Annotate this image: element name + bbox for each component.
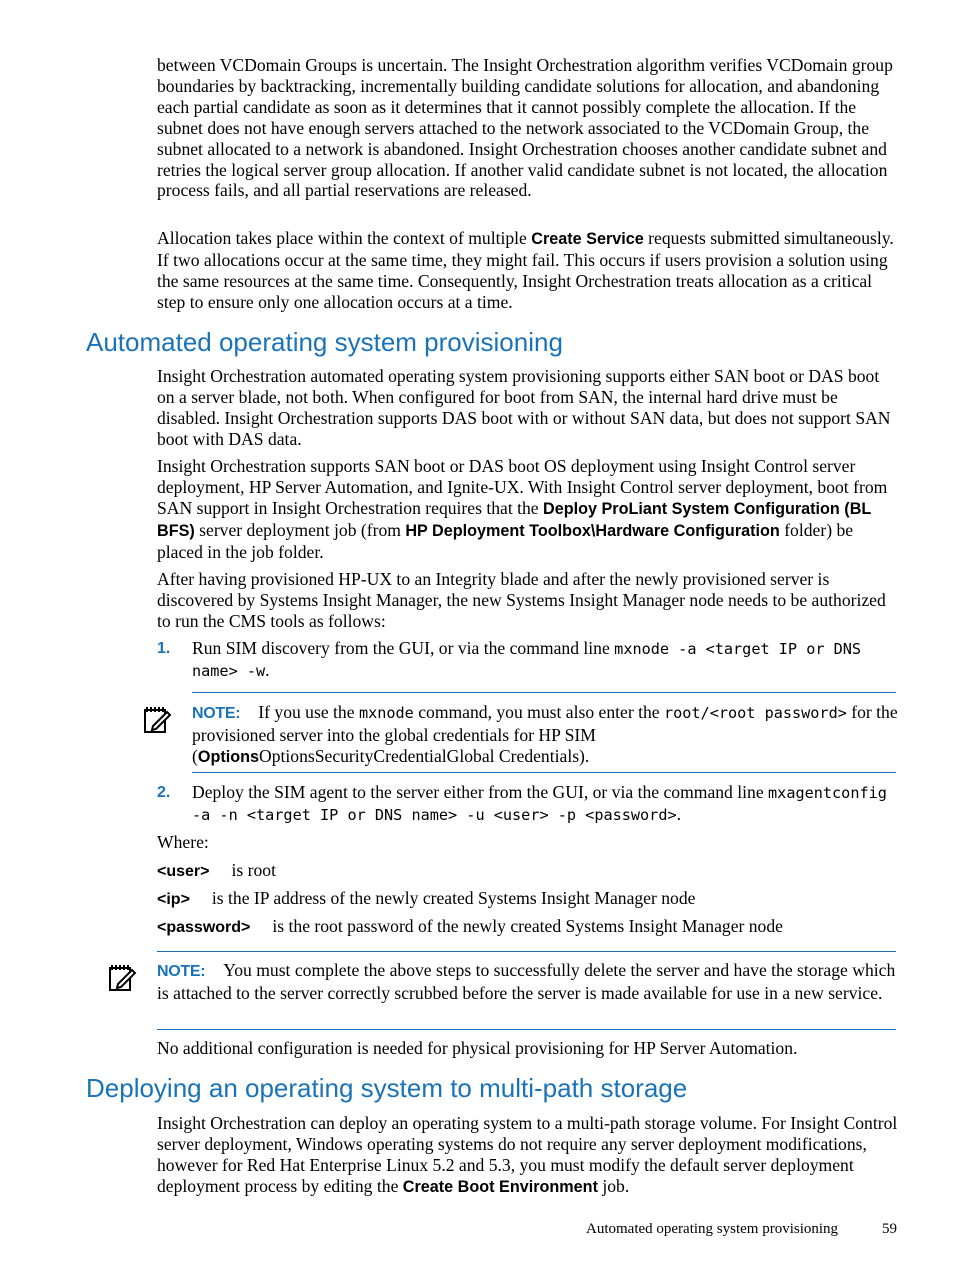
command-code: mxnode: [358, 704, 414, 722]
text-run: folder) be placed in the job folder.: [157, 519, 854, 562]
section-heading-automated-provisioning: Automated operating system provisioning: [86, 327, 563, 357]
definition-description: is the IP address of the newly created Systems Insight Manager node: [211, 888, 696, 908]
note-label: NOTE:: [192, 705, 241, 722]
definition-description: is root: [231, 860, 276, 880]
note-bottom-rule: [157, 1029, 896, 1030]
text-run: Run SIM discovery from the GUI, or via the command line: [192, 638, 615, 658]
deployment-paragraph: [157, 456, 899, 563]
definition-password: [157, 916, 899, 939]
toolbox-path-label: HP Deployment Toolbox\Hardware Configuration: [405, 521, 780, 540]
command-code: mxnode -a <target IP or DNS name> -w: [192, 640, 862, 680]
text-run: for the provisioned server into the global credentials for HP SIM (: [192, 702, 898, 766]
command-code: mxagentconfig -a -n <target IP or DNS name> -u <user> -p <password>: [192, 784, 887, 824]
definition-term: <user>: [157, 863, 210, 880]
step-1: [192, 638, 899, 682]
definition-user: [157, 860, 899, 883]
note-2: [157, 960, 899, 1004]
hpux-paragraph: After having provisioned HP-UX to an Integrity blade and after the newly provisioned server is discovered by Systems Insight Manager, the new Systems Insight Manager node needs to be authorized to run the CMS tools as follows:: [157, 569, 886, 631]
text-run: If you use the: [258, 702, 359, 722]
text-run: .: [265, 659, 270, 680]
create-service-label: Create Service: [531, 230, 644, 248]
text-run: command, you must also enter the: [413, 702, 664, 722]
credentials-code: root/<root password>: [663, 704, 847, 722]
where-label: Where:: [157, 832, 209, 852]
text-run: OptionsSecurityCredentialGlobal Credentials).: [259, 745, 590, 766]
note-icon: [143, 705, 173, 735]
step-2: [192, 782, 899, 826]
multipath-paragraph: [157, 1113, 899, 1198]
text-run: .: [676, 803, 682, 824]
note-1: [192, 702, 899, 768]
definition-ip: [157, 888, 899, 911]
step-number: 2.: [157, 784, 171, 801]
options-label: Options: [197, 747, 260, 766]
text-run: server deployment job (from: [194, 519, 406, 540]
text-run: job.: [597, 1175, 630, 1196]
page-number: 59: [882, 1221, 897, 1237]
definition-term: <password>: [157, 919, 251, 936]
text-run: Deploy the SIM agent to the server either from the GUI, or via the command line: [192, 782, 769, 802]
note-icon: [108, 963, 138, 993]
note-bottom-rule: [192, 772, 896, 773]
allocation-paragraph: [157, 228, 899, 313]
text-run: Insight Orchestration supports SAN boot or DAS boot OS deployment using Insight Control server deployment, HP Server Automation, and Ignite-UX. With Insight Control server deployment, boot from SAN support in Insight Orchestration requires that the: [157, 456, 888, 518]
provisioning-paragraph: Insight Orchestration automated operating system provisioning supports either SAN boot or DAS boot on a server blade, not both. When configured for boot from SAN, the internal hard drive must be disabled. Insight Orchestration supports DAS boot with or without SAN data, but does not support SAN boot with DAS data.: [157, 366, 891, 449]
note-text: You must complete the above steps to successfully delete the server and have the storage which is attached to the server correctly scrubbed before the server is made available for use in a new service.: [157, 960, 896, 1003]
note-label: NOTE:: [157, 963, 206, 980]
note-top-rule: [192, 692, 896, 693]
text-run: Insight Orchestration can deploy an operating system to a multi-path storage volume. For Insight Control server deployment, Windows operating systems do not require any server deployment modifications, however for Red Hat Enterprise Linux 5.2 and 5.3, you must modify the default server deployment deployment process by editing the: [157, 1113, 898, 1196]
deploy-proliant-label: Deploy ProLiant System Configuration (BL BFS): [157, 499, 871, 540]
section-heading-multipath-storage: Deploying an operating system to multi-path storage: [86, 1073, 688, 1103]
create-boot-environment-label: Create Boot Environment: [402, 1177, 598, 1196]
step-number: 1.: [157, 640, 171, 657]
intro-paragraph: between VCDomain Groups is uncertain. The Insight Orchestration algorithm verifies VCDomain group boundaries by backtracking, incrementally building candidate solutions for allocation, and abandoning each partial candidate as soon as it determines that it cannot possibly complete the allocation. If the subnet does not have enough servers attached to the network associated to the VCDomain Group, the subnet allocated to a network is abandoned. Insight Orchestration chooses another candidate subnet and retries the logical server group allocation. If another valid candidate subnet is not located, the allocation process fails, and all partial reservations are released.: [157, 55, 893, 201]
footer-section-title: Automated operating system provisioning: [586, 1221, 839, 1237]
text-run: Allocation takes place within the context of multiple: [157, 228, 532, 248]
note-top-rule: [157, 951, 896, 952]
definition-description: is the root password of the newly created Systems Insight Manager node: [272, 916, 783, 936]
definition-term: <ip>: [157, 891, 190, 908]
text-run: requests submitted simultaneously. If two allocations occur at the same time, they might fail. This occurs if users provision a solution using the same resources at the same time. Consequently, Insight Orchestration treats allocation as a critical step to ensure only one allocation occurs at a time.: [157, 228, 894, 312]
server-automation-paragraph: No additional configuration is needed for physical provisioning for HP Server Automation.: [157, 1038, 798, 1058]
